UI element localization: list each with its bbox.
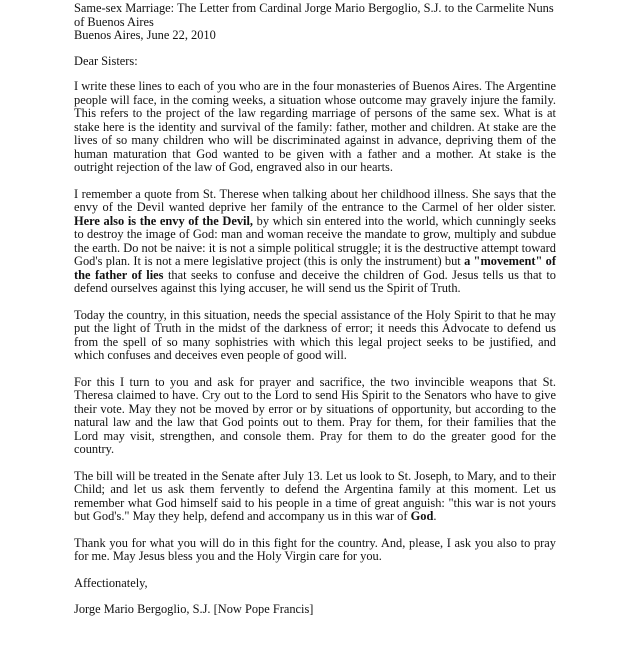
paragraph-5	[74, 470, 556, 524]
salutation: Dear Sisters:	[74, 53, 138, 68]
letter-body	[74, 2, 556, 617]
paragraph-1: I write these lines to each of you who are in the four monasteries of Buenos Aires. The Argentine people will face, in the coming weeks, a situation whose outcome may gravely injure the family. This refers to the project of the law regarding marriage of persons of the same sex. What is at stake here is the identity and survival of the family: father, mother and children. At stake are the lives of so many children who will be discriminated against in advance, depriving them of the human maturation that God wanted to be given with a father and a mother. At stake is the outright rejection of the law of God, engraved also in our hearts.	[74, 79, 556, 174]
document-title: Same-sex Marriage: The Letter from Cardinal Jorge Mario Bergoglio, S.J. to the Carmelite Nuns of Buenos Aires	[74, 1, 554, 29]
paragraph-3: Today the country, in this situation, needs the special assistance of the Holy Spirit to that he may put the light of Truth in the midst of the darkness of error; it needs this Advocate to defend us from the spell of so many sophistries with which this legal project seeks to be justified, and which confuses and deceives even people of good will.	[74, 307, 556, 362]
paragraph-2	[74, 188, 556, 296]
signature: Jorge Mario Bergoglio, S.J. [Now Pope Francis]	[74, 602, 314, 616]
paragraph-2-part-a: I remember a quote from St. Therese when talking about her childhood illness. She says that the envy of the Devil wanted deprive her family of the entrance to the Carmel of her older sister.	[74, 186, 556, 214]
paragraph-5-part-c: .	[433, 509, 437, 523]
place-and-date: Buenos Aires, June 22, 2010	[74, 28, 216, 42]
paragraph-2-bold-b: a "movement" of the father of lies	[74, 254, 556, 282]
closing: Affectionately,	[74, 575, 148, 590]
letter-header	[74, 2, 556, 43]
paragraph-2-bold-a: Here also is the envy of the Devil,	[74, 213, 254, 228]
paragraph-5-bold: God	[410, 509, 434, 523]
paragraph-5-part-a: The bill will be treated in the Senate after July 13. Let us look to St. Joseph, to Mary, and to their Child; and let us ask them fervently to defend the Argentina family at this moment. Let us remember what God himself said to his people in a time of great anguish: "this war is not yours but God's." May they help, defend and accompany us in this war of	[74, 468, 556, 523]
paragraph-2-part-e: that seeks to confuse and deceive the children of God. Jesus tells us that to defend ourselves against this lying accuser, he will send us the Spirit of Truth.	[74, 267, 557, 295]
paragraph-6: Thank you for what you will do in this fight for the country. And, please, I ask you also to pray for me. May Jesus bless you and the Holy Virgin care for you.	[74, 535, 556, 563]
paragraph-4: For this I turn to you and ask for prayer and sacrifice, the two invincible weapons that St. Theresa claimed to have. Cry out to the Lord to send His Spirit to the Senators who have to give their vote. May they not be moved by error or by situations of opportunity, but according to the natural law and the law that God points out to them. Pray for them, for their families that the Lord may visit, strengthen, and console them. Pray for them to do the greater good for the country.	[74, 374, 556, 456]
paragraph-2-part-c: by which sin entered into the world, which cunningly seeks to destroy the image of God: man and woman receive the mandate to grow, multiply and subdue the earth. Do not be naive: it is not a simple political struggle; it is the destructive attempt toward God's plan. It is not a mere legislative project (this is only the instrument) but	[74, 213, 556, 268]
